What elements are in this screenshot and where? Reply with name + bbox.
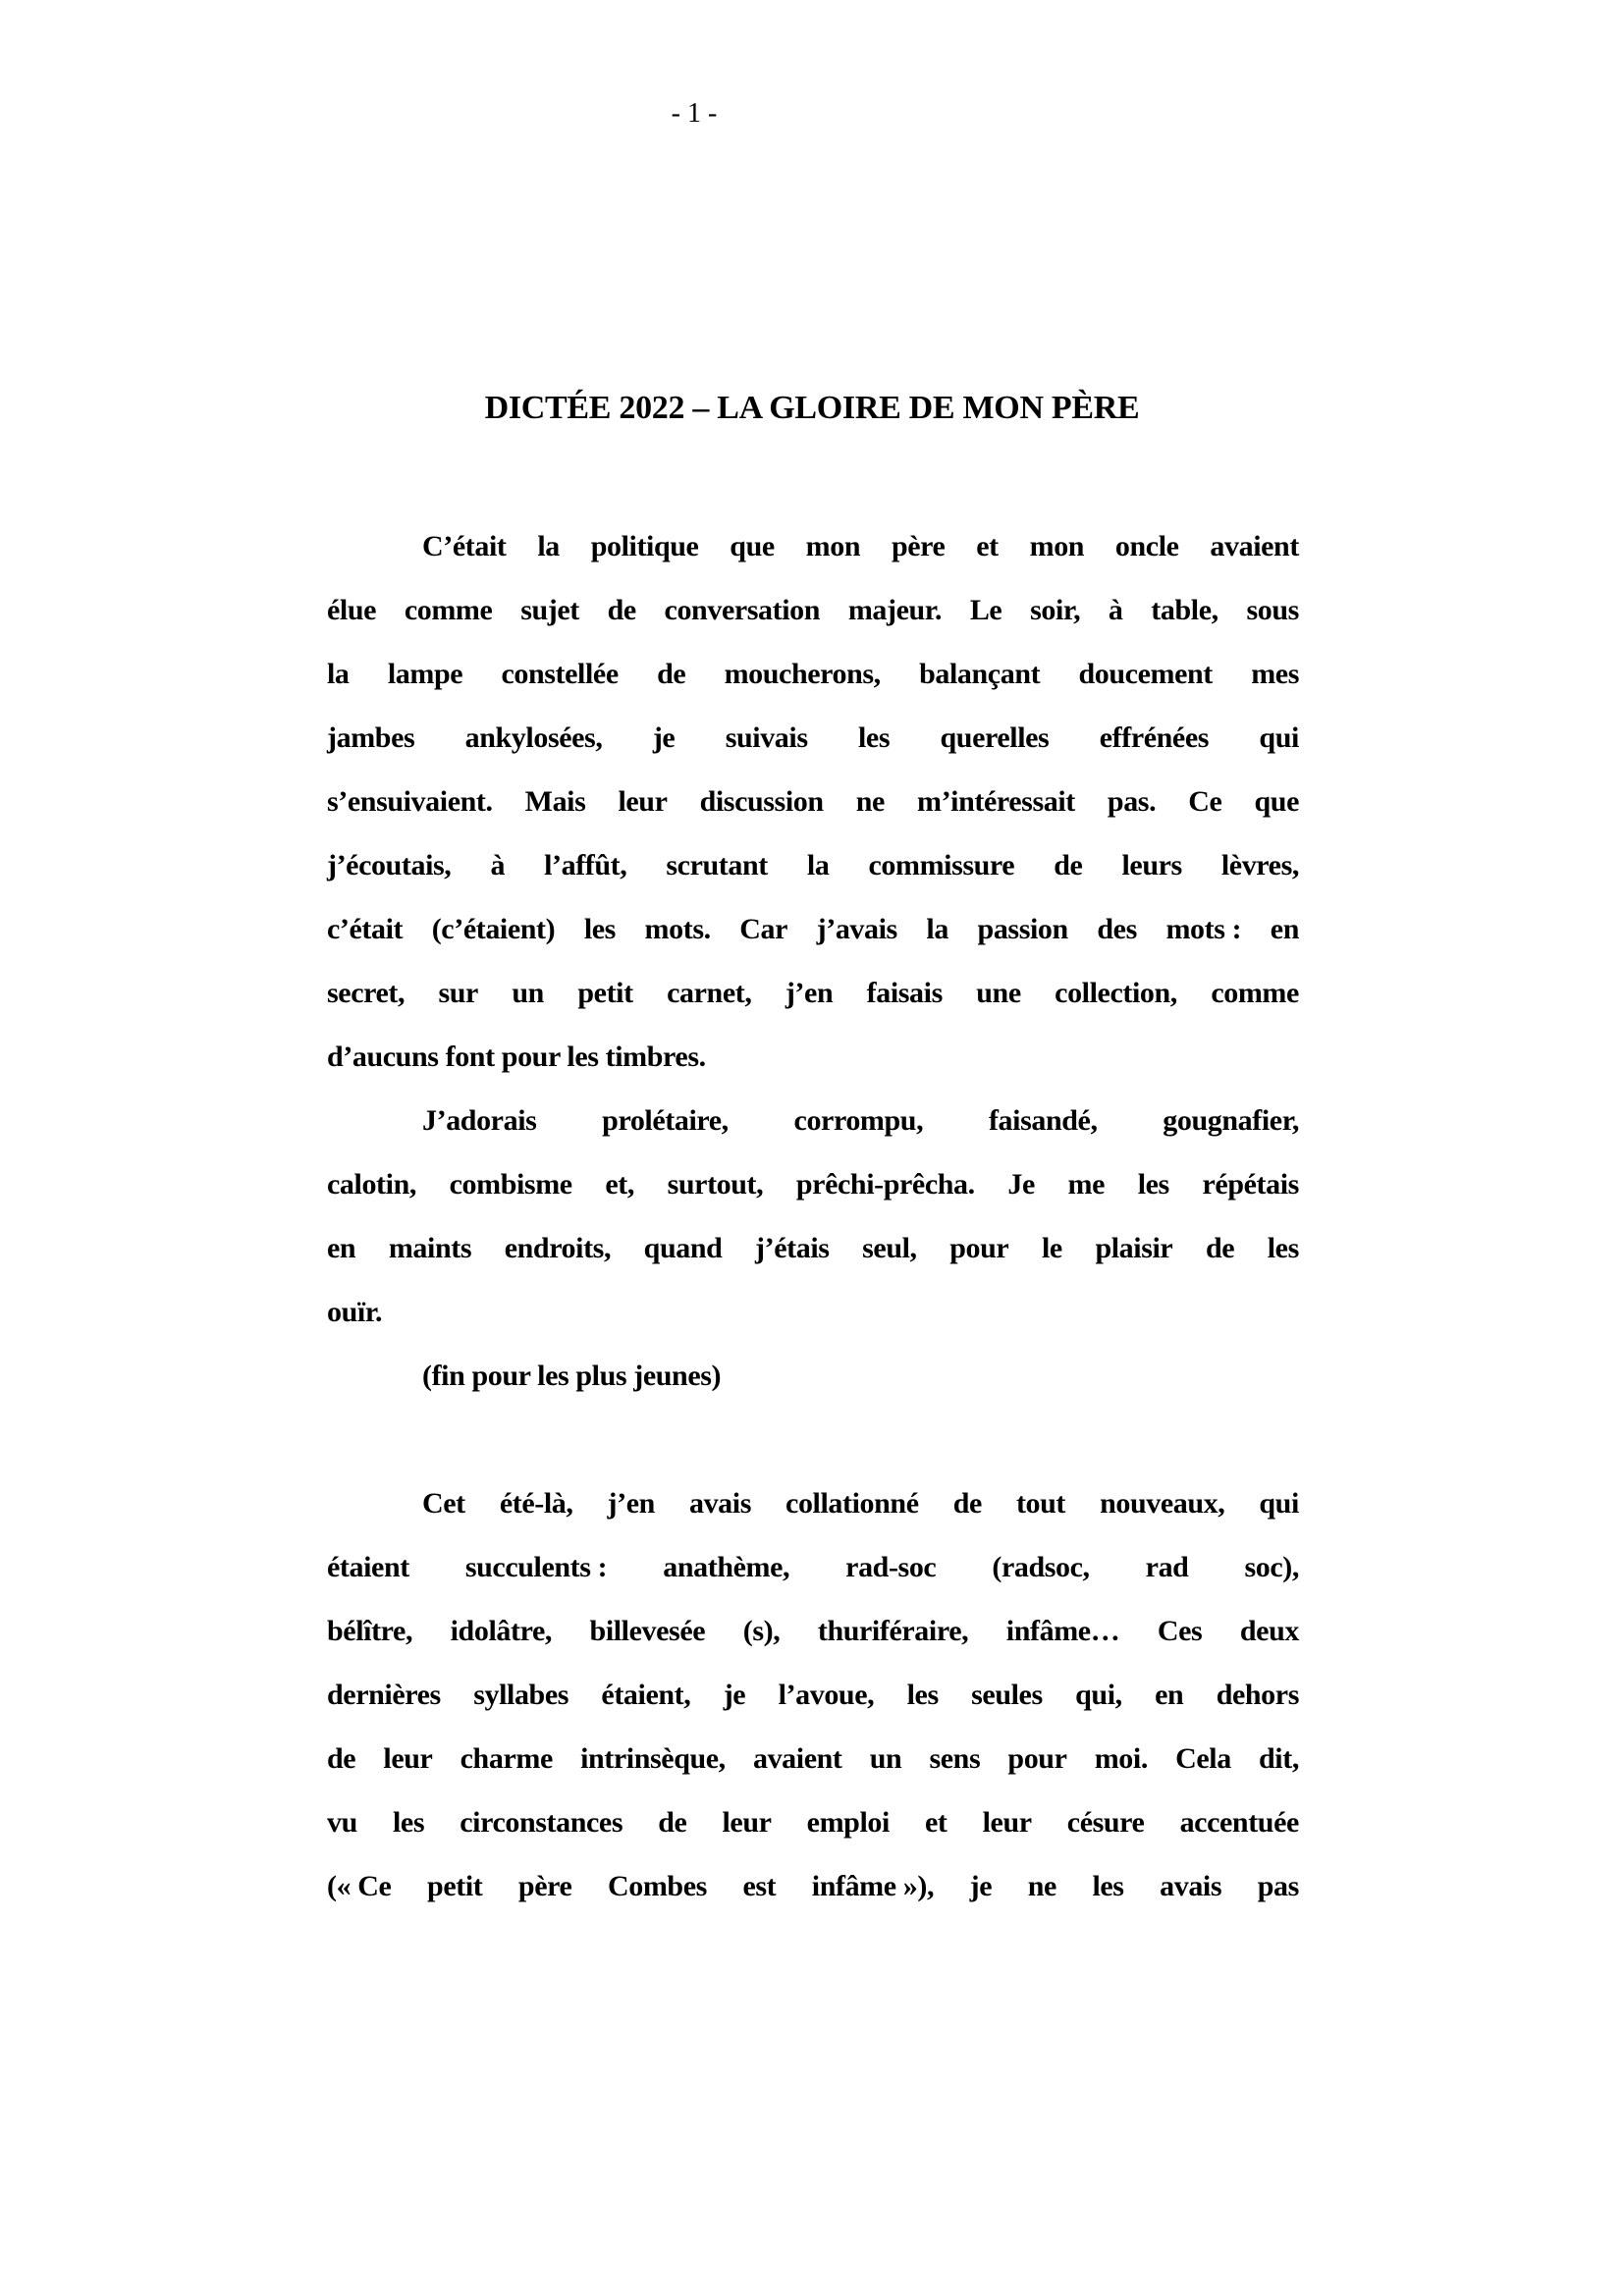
text-line: de leur charme intrinsèque, avaient un sens pour moi. Cela dit,: [327, 1741, 1299, 1775]
text-line: (« Ce petit père Combes est infâme »), je ne les avais pas: [327, 1869, 1299, 1902]
text-line: calotin, combisme et, surtout, prêchi-prêcha. Je me les répétais: [327, 1167, 1299, 1201]
text-line: j’écoutais, à l’affût, scrutant la commissure de leurs lèvres,: [327, 848, 1299, 881]
text-body: [327, 514, 1299, 1918]
text-line: dernières syllabes étaient, je l’avoue, les seules qui, en dehors: [327, 1678, 1299, 1711]
page-number: - 1 -: [671, 98, 718, 129]
text-line: (fin pour les plus jeunes): [422, 1359, 722, 1392]
text-line: élue comme sujet de conversation majeur. Le soir, à table, sous: [327, 593, 1299, 626]
text-line: c’était (c’étaient) les mots. Car j’avais la passion des mots : en: [327, 912, 1299, 945]
text-line: Cet été-là, j’en avais collationné de tout nouveaux, qui: [422, 1486, 1299, 1520]
page-title: DICTÉE 2022 – LA GLOIRE DE MON PÈRE: [484, 390, 1140, 426]
text-line: s’ensuivaient. Mais leur discussion ne m’intéressait pas. Ce que: [327, 784, 1299, 818]
text-line: la lampe constellée de moucherons, balançant doucement mes: [327, 657, 1299, 690]
text-line: vu les circonstances de leur emploi et leur césure accentuée: [327, 1805, 1299, 1839]
text-line: jambes ankylosées, je suivais les querelles effrénées qui: [327, 721, 1299, 754]
text-line: ouïr.: [327, 1295, 383, 1328]
text-line: C’était la politique que mon père et mon oncle avaient: [422, 529, 1299, 562]
text-line: J’adorais prolétaire, corrompu, faisandé, gougnafier,: [422, 1103, 1299, 1137]
text-line: bélître, idolâtre, billevesée (s), thuriféraire, infâme… Ces deux: [327, 1614, 1299, 1647]
text-line: d’aucuns font pour les timbres.: [327, 1040, 706, 1073]
text-line: en maints endroits, quand j’étais seul, pour le plaisir de les: [327, 1231, 1299, 1264]
text-line: étaient succulents : anathème, rad-soc (radsoc, rad soc),: [327, 1550, 1299, 1583]
blank-line: [327, 1408, 1299, 1471]
text-line: secret, sur un petit carnet, j’en faisais une collection, comme: [327, 976, 1299, 1009]
